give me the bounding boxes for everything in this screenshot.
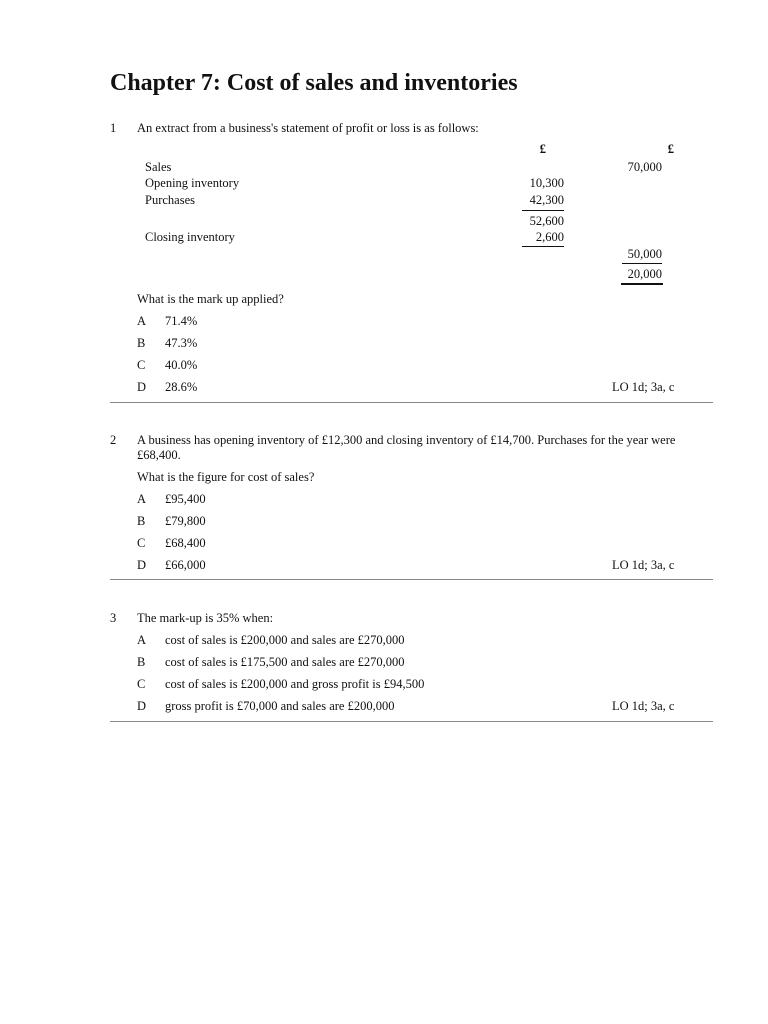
row-label-opening-inventory: Opening inventory (145, 176, 240, 190)
column-header-pounds: £ (667, 142, 674, 156)
option-letter: A (137, 314, 147, 328)
option-text: 40.0% (165, 358, 198, 372)
question-text: An extract from a business's statement of profit or loss is as follows: (137, 121, 479, 135)
question-number: 2 (110, 433, 117, 447)
question-text-continued: £68,400. (137, 448, 181, 462)
option-text: cost of sales is £200,000 and sales are £270,000 (165, 633, 405, 647)
option-text: £68,400 (165, 536, 206, 550)
row-value-gross-profit: 20,000 (627, 267, 662, 281)
learning-outcome: LO 1d; 3a, c (612, 699, 675, 713)
question-number: 3 (110, 611, 117, 625)
option-text: 71.4% (165, 314, 198, 328)
row-value-purchases: 42,300 (529, 193, 564, 207)
option-text: cost of sales is £175,500 and sales are £270,000 (165, 655, 405, 669)
option-text: £66,000 (165, 558, 206, 572)
option-letter: A (137, 633, 147, 647)
option-letter: B (137, 655, 146, 669)
learning-outcome: LO 1d; 3a, c (612, 558, 675, 572)
row-value-cost-of-sales: 50,000 (627, 247, 662, 261)
question-prompt: What is the figure for cost of sales? (137, 470, 315, 484)
row-label-sales: Sales (145, 160, 172, 174)
row-value-opening-inventory: 10,300 (529, 176, 564, 190)
question-text: A business has opening inventory of £12,300 and closing inventory of £14,700. Purchases for the year were (137, 433, 676, 447)
option-text: £79,800 (165, 514, 206, 528)
cost-rule (622, 263, 662, 264)
learning-outcome: LO 1d; 3a, c (612, 380, 675, 394)
option-letter: A (137, 492, 147, 506)
option-letter: D (137, 699, 147, 713)
question-prompt: What is the mark up applied? (137, 292, 284, 306)
option-letter: C (137, 536, 146, 550)
row-label-purchases: Purchases (145, 193, 195, 207)
row-value-subtotal: 52,600 (529, 214, 564, 228)
question-divider (110, 721, 713, 722)
question-divider (110, 579, 713, 580)
option-letter: B (137, 514, 146, 528)
option-letter: B (137, 336, 146, 350)
option-text: gross profit is £70,000 and sales are £200,000 (165, 699, 395, 713)
row-label-closing-inventory: Closing inventory (145, 230, 235, 244)
row-value-sales: 70,000 (627, 160, 662, 174)
column-header-pounds: £ (539, 142, 546, 156)
total-double-rule (621, 283, 663, 285)
chapter-title: Chapter 7: Cost of sales and inventories (110, 70, 518, 96)
option-text: 28.6% (165, 380, 198, 394)
option-text: 47.3% (165, 336, 198, 350)
option-letter: D (137, 558, 147, 572)
question-text: The mark-up is 35% when: (137, 611, 274, 625)
subtotal-rule (522, 210, 564, 211)
closing-rule (522, 246, 564, 247)
option-text: cost of sales is £200,000 and gross profit is £94,500 (165, 677, 425, 691)
row-value-closing-inventory: 2,600 (535, 230, 564, 244)
option-letter: C (137, 358, 146, 372)
question-divider (110, 402, 713, 403)
option-letter: C (137, 677, 146, 691)
option-letter: D (137, 380, 147, 394)
option-text: £95,400 (165, 492, 206, 506)
question-number: 1 (110, 121, 117, 135)
